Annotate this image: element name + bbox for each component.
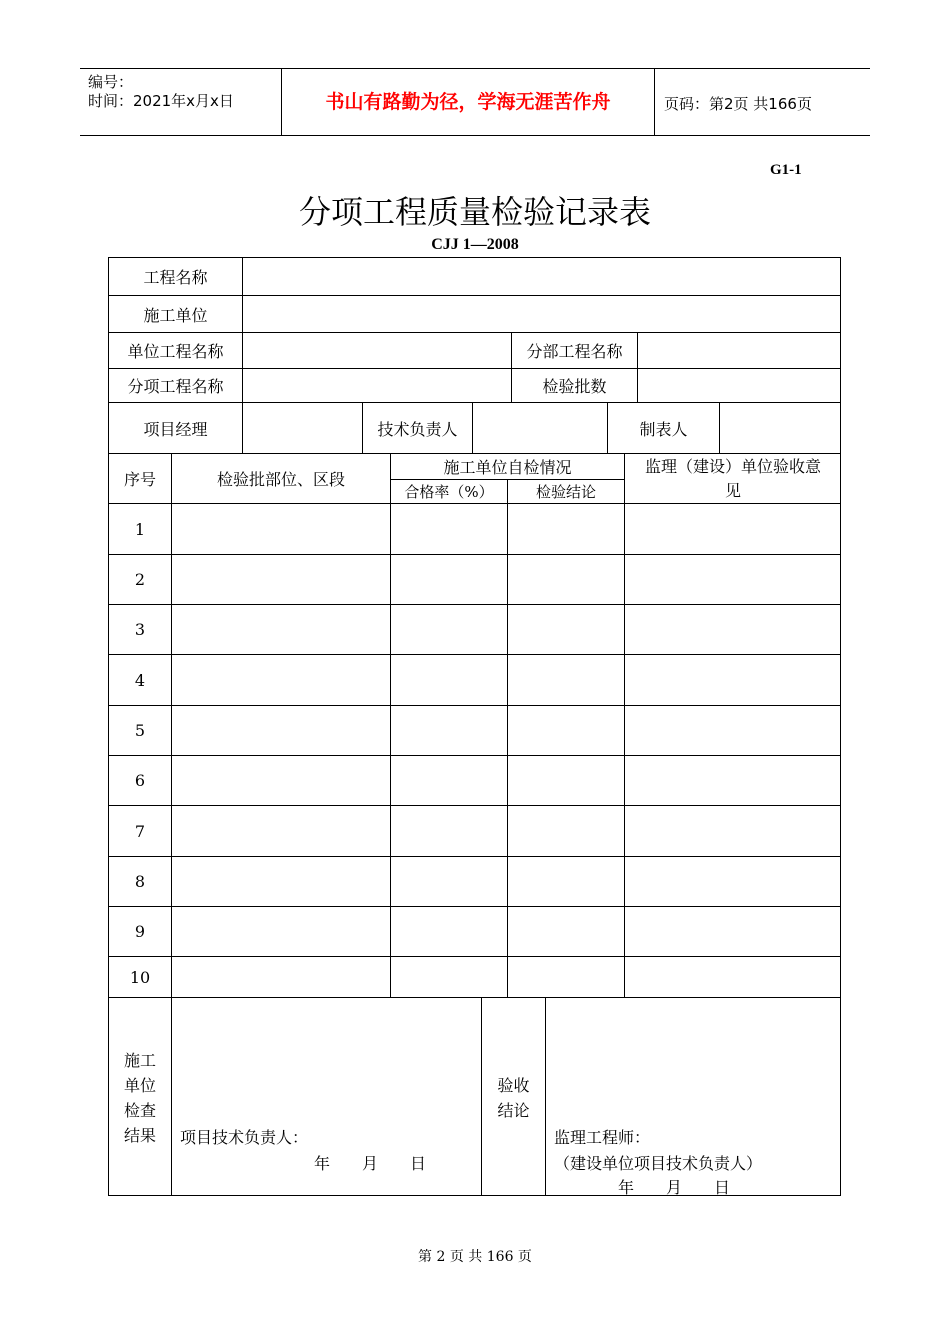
- row-number: 4: [134, 670, 146, 690]
- supervisor-label: 监理工程师：: [554, 1128, 651, 1147]
- header-bottom-rule: [80, 135, 870, 136]
- header-motto: 书山有路勤为径，学海无涯苦作舟: [325, 91, 611, 113]
- table-rule: [108, 554, 841, 555]
- form-code: G1-1: [770, 162, 802, 178]
- row-number: 2: [134, 570, 146, 589]
- table-rule: [108, 856, 841, 857]
- label-contractor: 施工单位: [143, 305, 208, 325]
- row-number: 6: [134, 771, 146, 790]
- label-item-project: 分项工程名称: [127, 377, 224, 396]
- table-rule: [390, 453, 391, 997]
- table-rule: [108, 654, 841, 655]
- acceptance-label: [482, 1073, 545, 1123]
- table-rule: [472, 402, 473, 453]
- col-self-check: 施工单位自检情况: [443, 458, 572, 477]
- header-time-label: 时间：2021年x月x日: [88, 92, 234, 110]
- label-sub-project: 分部工程名称: [526, 342, 623, 361]
- table-rule: [108, 997, 841, 998]
- check-result-line: 施工: [123, 1051, 156, 1070]
- col-supervisor-opinion: [625, 454, 841, 503]
- table-rule: [108, 755, 841, 756]
- row-number: 5: [134, 721, 146, 740]
- table-rule: [108, 604, 841, 605]
- label-manager: 项目经理: [143, 419, 208, 439]
- col-pass-rate: 合格率（%）: [404, 483, 494, 501]
- table-rule: [624, 453, 625, 997]
- table-rule: [108, 503, 841, 504]
- label-batch-count: 检验批数: [542, 377, 607, 396]
- table-rule: [171, 453, 172, 1196]
- table-rule: [507, 479, 508, 997]
- table-rule: [108, 956, 841, 957]
- table-rule: [719, 402, 720, 453]
- row-number: 9: [134, 922, 146, 941]
- standard-code: CJJ 1—2008: [431, 236, 519, 253]
- row-number: 8: [134, 872, 146, 891]
- label-project-name: 工程名称: [143, 268, 208, 287]
- row-number: 3: [134, 620, 146, 639]
- table-rule: [242, 257, 243, 453]
- date-left: 年 月 日: [314, 1154, 427, 1173]
- table-rule: [108, 705, 841, 706]
- check-result-line: 单位: [123, 1076, 156, 1095]
- table-rule: [545, 997, 546, 1196]
- col-supervisor-opinion-line2: 见: [724, 480, 741, 500]
- table-rule: [108, 805, 841, 806]
- acceptance-line: 验收: [497, 1076, 530, 1095]
- col-seq: 序号: [123, 470, 156, 489]
- check-result-line: 检查: [123, 1101, 156, 1120]
- header-divider: [654, 68, 655, 136]
- row-number: 1: [134, 519, 146, 539]
- row-number: 7: [134, 821, 146, 841]
- header-id-label: 编号：: [88, 73, 134, 91]
- header-top-rule: [80, 68, 870, 69]
- page-title: 分项工程质量检验记录表: [298, 193, 651, 231]
- check-result-line: 结果: [123, 1126, 156, 1145]
- label-tech-lead: 技术负责人: [377, 419, 458, 439]
- date-right: 年 月 日: [618, 1178, 731, 1197]
- col-location: 检验批部位、区段: [216, 470, 345, 489]
- label-unit-project: 单位工程名称: [127, 342, 224, 361]
- owner-tech-label: （建设单位项目技术负责人）: [554, 1154, 763, 1173]
- label-preparer: 制表人: [639, 419, 688, 439]
- tech-signer-label: 项目技术负责人：: [180, 1128, 309, 1147]
- table-rule: [637, 332, 638, 402]
- check-result-label: [109, 1048, 171, 1148]
- acceptance-line: 结论: [497, 1101, 530, 1120]
- table-rule: [108, 906, 841, 907]
- col-supervisor-opinion-line1: 监理（建设）单位验收意: [644, 456, 821, 476]
- page-footer: 第 2 页 共 166 页: [418, 1249, 532, 1265]
- row-number: 10: [129, 967, 151, 987]
- header-page-info: 页码：第2页 共166页: [664, 95, 812, 113]
- col-conclusion: 检验结论: [535, 483, 596, 501]
